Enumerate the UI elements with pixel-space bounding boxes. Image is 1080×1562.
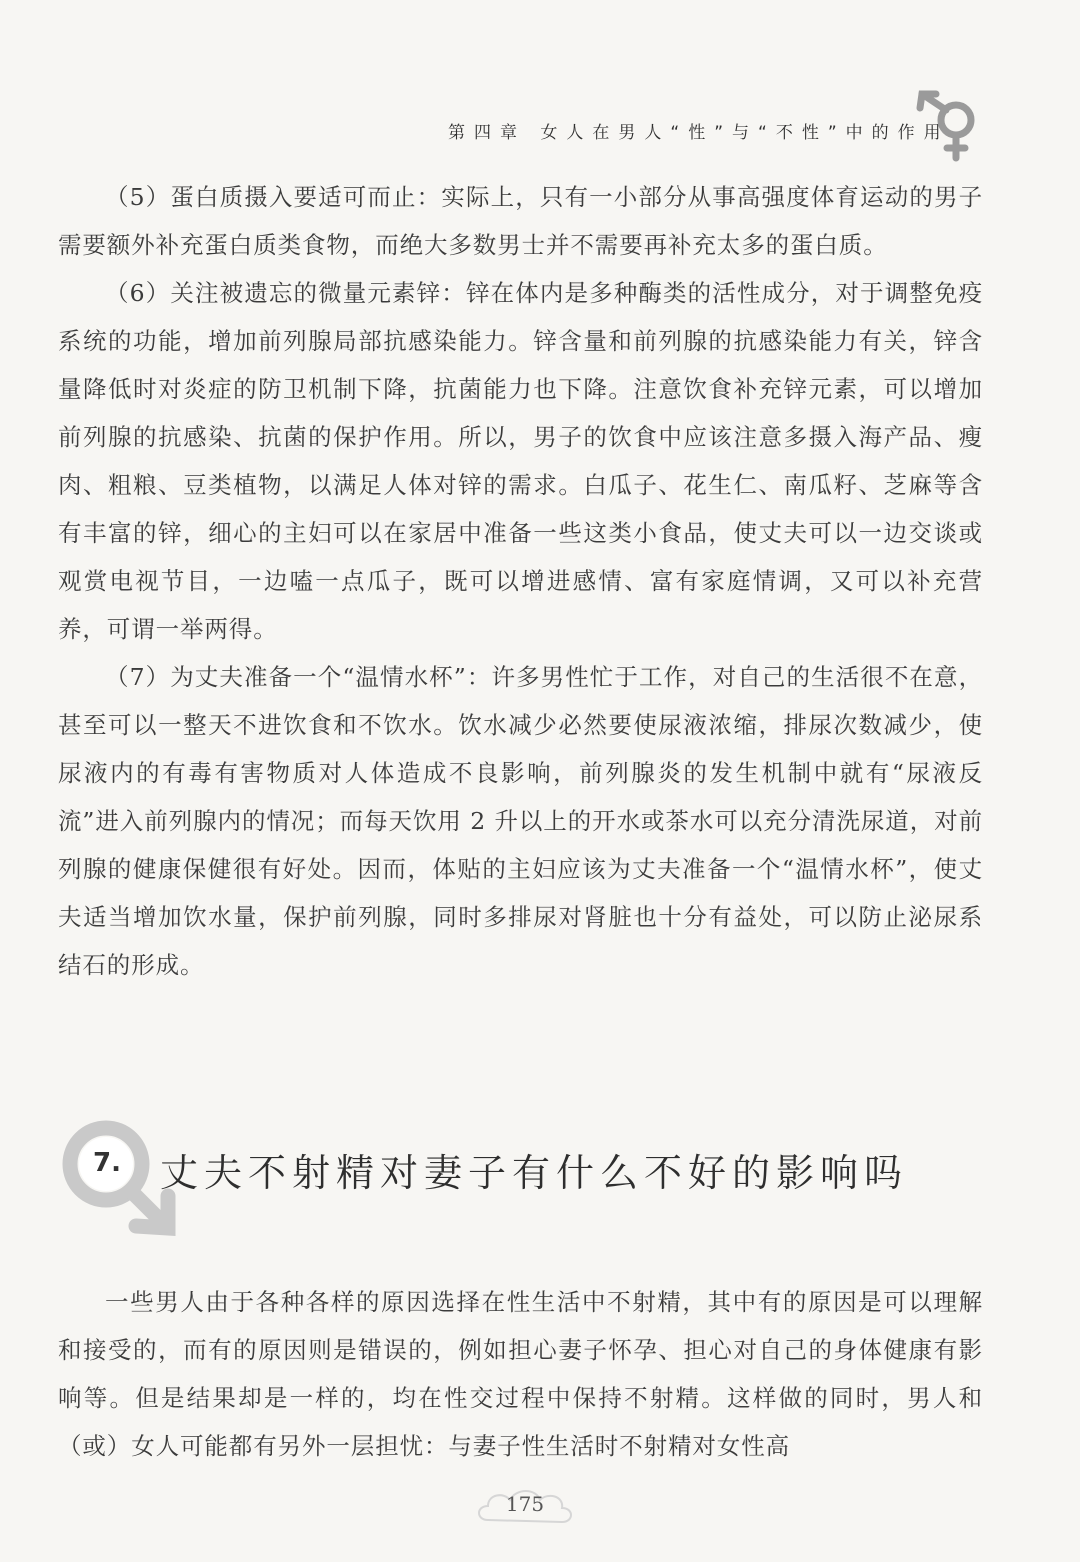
lower-text-block: [58, 1278, 983, 1470]
section-heading: [56, 1112, 956, 1252]
section-number: 7.: [93, 1148, 121, 1178]
page-footer: [470, 1480, 580, 1532]
paragraph-intro: 一些男人由于各种各样的原因选择在性生活中不射精，其中有的原因是可以理解和接受的，而有的原因则是错误的，例如担心妻子怀孕、担心对自己的身体健康有影响等。但是结果却是一样的，均在性交过程中保持不射精。这样做的同时，男人和（或）女人可能都有另外一层担忧：与妻子性生活时不射精对女性高: [58, 1288, 983, 1460]
paragraph-water-cup: （7）为丈夫准备一个“温情水杯”：许多男性忙于工作，对自己的生活很不在意，甚至可以一整天不进饮食和不饮水。饮水减少必然要使尿液浓缩，排尿次数减少，使尿液内的有毒有害物质对人体造成不良影响，前列腺炎的发生机制中就有“尿液反流”进入前列腺内的情况；而每天饮用 2 升以上的开水或茶水可以充分清洗尿道，对前列腺的健康保健很有好处。因而，体贴的主妇应该为丈夫准备一个“温情水杯”，使丈夫适当增加饮水量，保护前列腺，同时多排尿对肾脏也十分有益处，可以防止泌尿系结石的形成。: [58, 663, 983, 979]
gender-symbols-icon: [912, 86, 992, 166]
upper-text-block: [58, 173, 983, 989]
page-number: 175: [505, 1492, 545, 1516]
section-title: 丈夫不射精对妻子有什么不好的影响吗: [160, 1151, 909, 1195]
paragraph-protein: （5）蛋白质摄入要适可而止：实际上，只有一小部分从事高强度体育运动的男子需要额外补充蛋白质类食物，而绝大多数男士并不需要再补充太多的蛋白质。: [58, 183, 983, 259]
paragraph-zinc: （6）关注被遗忘的微量元素锌：锌在体内是多种酶类的活性成分，对于调整免疫系统的功能，增加前列腺局部抗感染能力。锌含量和前列腺的抗感染能力有关，锌含量降低时对炎症的防卫机制下降，抗菌能力也下降。注意饮食补充锌元素，可以增加前列腺的抗感染、抗菌的保护作用。所以，男子的饮食中应该注意多摄入海产品、瘦肉、粗粮、豆类植物，以满足人体对锌的需求。白瓜子、花生仁、南瓜籽、芝麻等含有丰富的锌，细心的主妇可以在家居中准备一些这类小食品，使丈夫可以一边交谈或观赏电视节目，一边嗑一点瓜子，既可以增进感情、富有家庭情调，又可以补充营养，可谓一举两得。: [58, 279, 983, 643]
running-header: 第四章 女人在男人“性”与“不性”中的作用: [448, 123, 950, 143]
